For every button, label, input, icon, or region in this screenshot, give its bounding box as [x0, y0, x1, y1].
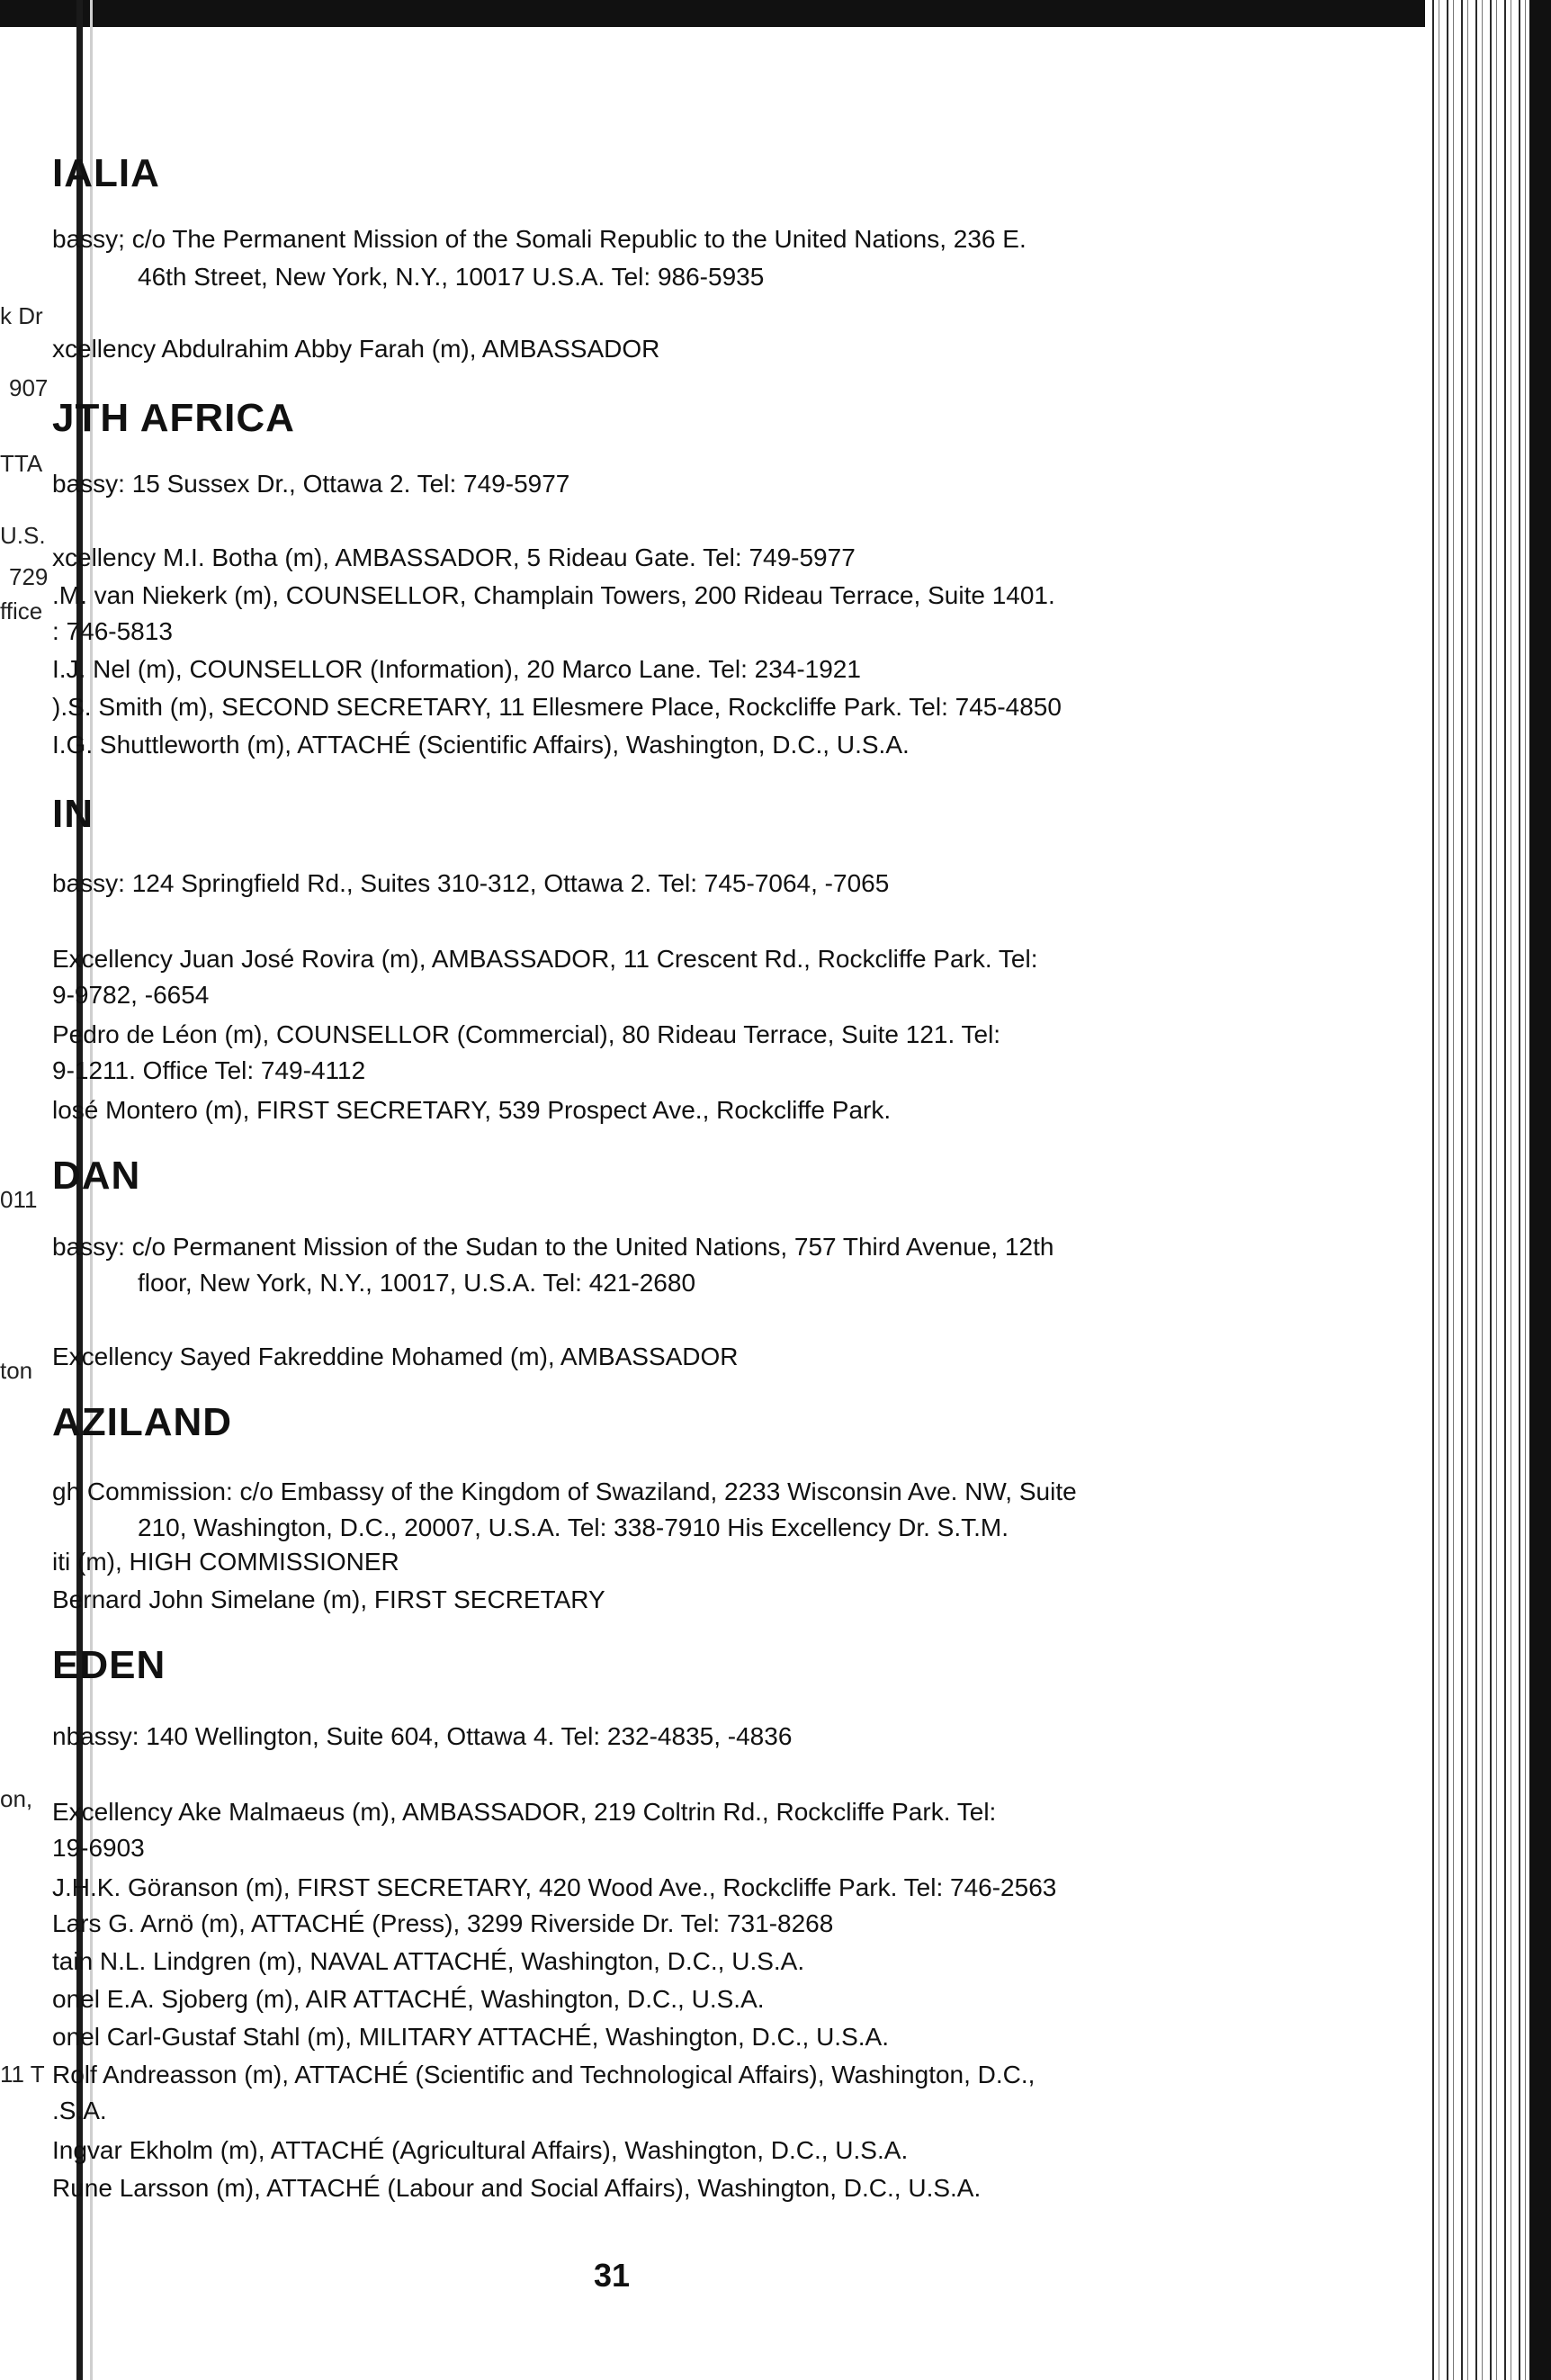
entry-line: floor, New York, N.Y., 10017, U.S.A. Tel: 421-2680	[138, 1269, 696, 1297]
entry-line: Lars G. Arnö (m), ATTACHÉ (Press), 3299 Riverside Dr. Tel: 731-8268	[52, 1909, 834, 1937]
margin-fragment: on,	[0, 1785, 33, 1812]
margin-fragment: 907	[9, 374, 49, 401]
entry-line: bassy: 124 Springfield Rd., Suites 310-312, Ottawa 2. Tel: 745-7064, -7065	[52, 869, 890, 897]
entry-line: .M. van Niekerk (m), COUNSELLOR, Champlain Towers, 200 Rideau Terrace, Suite 1401.	[52, 581, 1055, 609]
entry-line: tain N.L. Lindgren (m), NAVAL ATTACHÉ, Washington, D.C., U.S.A.	[52, 1947, 805, 1975]
margin-fragment: 011	[0, 1186, 38, 1213]
margin-fragment: ton	[0, 1357, 33, 1384]
entry-line: J.H.K. Göranson (m), FIRST SECRETARY, 420 Wood Ave., Rockcliffe Park. Tel: 746-2563	[52, 1873, 1057, 1901]
margin-fragment: k Dr	[0, 302, 43, 329]
page-number: 31	[594, 2257, 631, 2294]
entry-line: Bernard John Simelane (m), FIRST SECRETARY	[52, 1585, 605, 1613]
entry-line: bassy: 15 Sussex Dr., Ottawa 2. Tel: 749-5977	[52, 470, 570, 498]
entry-line: Excellency Ake Malmaeus (m), AMBASSADOR, 219 Coltrin Rd., Rockcliffe Park. Tel:	[52, 1798, 997, 1826]
entry-line: iti (m), HIGH COMMISSIONER	[52, 1548, 399, 1576]
country-heading: IN	[52, 792, 94, 836]
entry-line: 19-6903	[52, 1834, 145, 1862]
entry-line: : 746-5813	[52, 617, 173, 645]
margin-fragment: U.S.	[0, 522, 46, 549]
margin-fragment: 729	[9, 563, 49, 590]
entry-line: Rune Larsson (m), ATTACHÉ (Labour and Social Affairs), Washington, D.C., U.S.A.	[52, 2174, 982, 2202]
entry-line: losé Montero (m), FIRST SECRETARY, 539 Prospect Ave., Rockcliffe Park.	[52, 1096, 892, 1124]
entry-line: I.J. Nel (m), COUNSELLOR (Information), 20 Marco Lane. Tel: 234-1921	[52, 655, 861, 683]
entry-line: Ingvar Ekholm (m), ATTACHÉ (Agricultural Affairs), Washington, D.C., U.S.A.	[52, 2136, 909, 2164]
entry-line: .S.A.	[52, 2097, 107, 2124]
country-heading: IALIA	[52, 151, 160, 195]
entry-line: xcellency Abdulrahim Abby Farah (m), AMBASSADOR	[52, 335, 660, 363]
entry-line: Pedro de Léon (m), COUNSELLOR (Commercial), 80 Rideau Terrace, Suite 121. Tel:	[52, 1020, 1001, 1048]
entry-line: 9-9782, -6654	[52, 981, 210, 1009]
entry-line: 9-1211. Office Tel: 749-4112	[52, 1056, 366, 1084]
entry-line: ).S. Smith (m), SECOND SECRETARY, 11 Ellesmere Place, Rockcliffe Park. Tel: 745-4850	[52, 693, 1062, 721]
country-heading: JTH AFRICA	[52, 396, 295, 440]
entry-line: onel Carl-Gustaf Stahl (m), MILITARY ATTACHÉ, Washington, D.C., U.S.A.	[52, 2023, 889, 2051]
entry-line: gh Commission: c/o Embassy of the Kingdom of Swaziland, 2233 Wisconsin Ave. NW, Suite	[52, 1477, 1077, 1505]
entry-line: Excellency Juan José Rovira (m), AMBASSADOR, 11 Crescent Rd., Rockcliffe Park. Tel:	[52, 945, 1038, 973]
entry-line: I.G. Shuttleworth (m), ATTACHÉ (Scientific Affairs), Washington, D.C., U.S.A.	[52, 731, 910, 759]
margin-fragment: 11 T	[0, 2061, 45, 2088]
entry-line: onel E.A. Sjoberg (m), AIR ATTACHÉ, Washington, D.C., U.S.A.	[52, 1985, 765, 2013]
entry-line: xcellency M.I. Botha (m), AMBASSADOR, 5 Rideau Gate. Tel: 749-5977	[52, 543, 856, 571]
entry-line: bassy; c/o The Permanent Mission of the Somali Republic to the United Nations, 236 E.	[52, 225, 1027, 253]
entry-line: 210, Washington, D.C., 20007, U.S.A. Tel: 338-7910 His Excellency Dr. S.T.M.	[138, 1513, 1009, 1541]
margin-fragment: TTA	[0, 450, 43, 477]
entry-line: bassy: c/o Permanent Mission of the Sudan to the United Nations, 757 Third Avenue, 12th	[52, 1233, 1054, 1261]
country-heading: DAN	[52, 1154, 141, 1198]
country-heading: AZILAND	[52, 1400, 233, 1444]
entry-line: Rolf Andreasson (m), ATTACHÉ (Scientific and Technological Affairs), Washington, D.C.,	[52, 2061, 1035, 2088]
margin-fragment: ffice	[0, 597, 43, 624]
entry-line: nbassy: 140 Wellington, Suite 604, Ottawa 4. Tel: 232-4835, -4836	[52, 1722, 793, 1750]
entry-line: 46th Street, New York, N.Y., 10017 U.S.A. Tel: 986-5935	[138, 263, 765, 291]
country-heading: EDEN	[52, 1643, 166, 1687]
entry-line: Excellency Sayed Fakreddine Mohamed (m), AMBASSADOR	[52, 1343, 739, 1370]
